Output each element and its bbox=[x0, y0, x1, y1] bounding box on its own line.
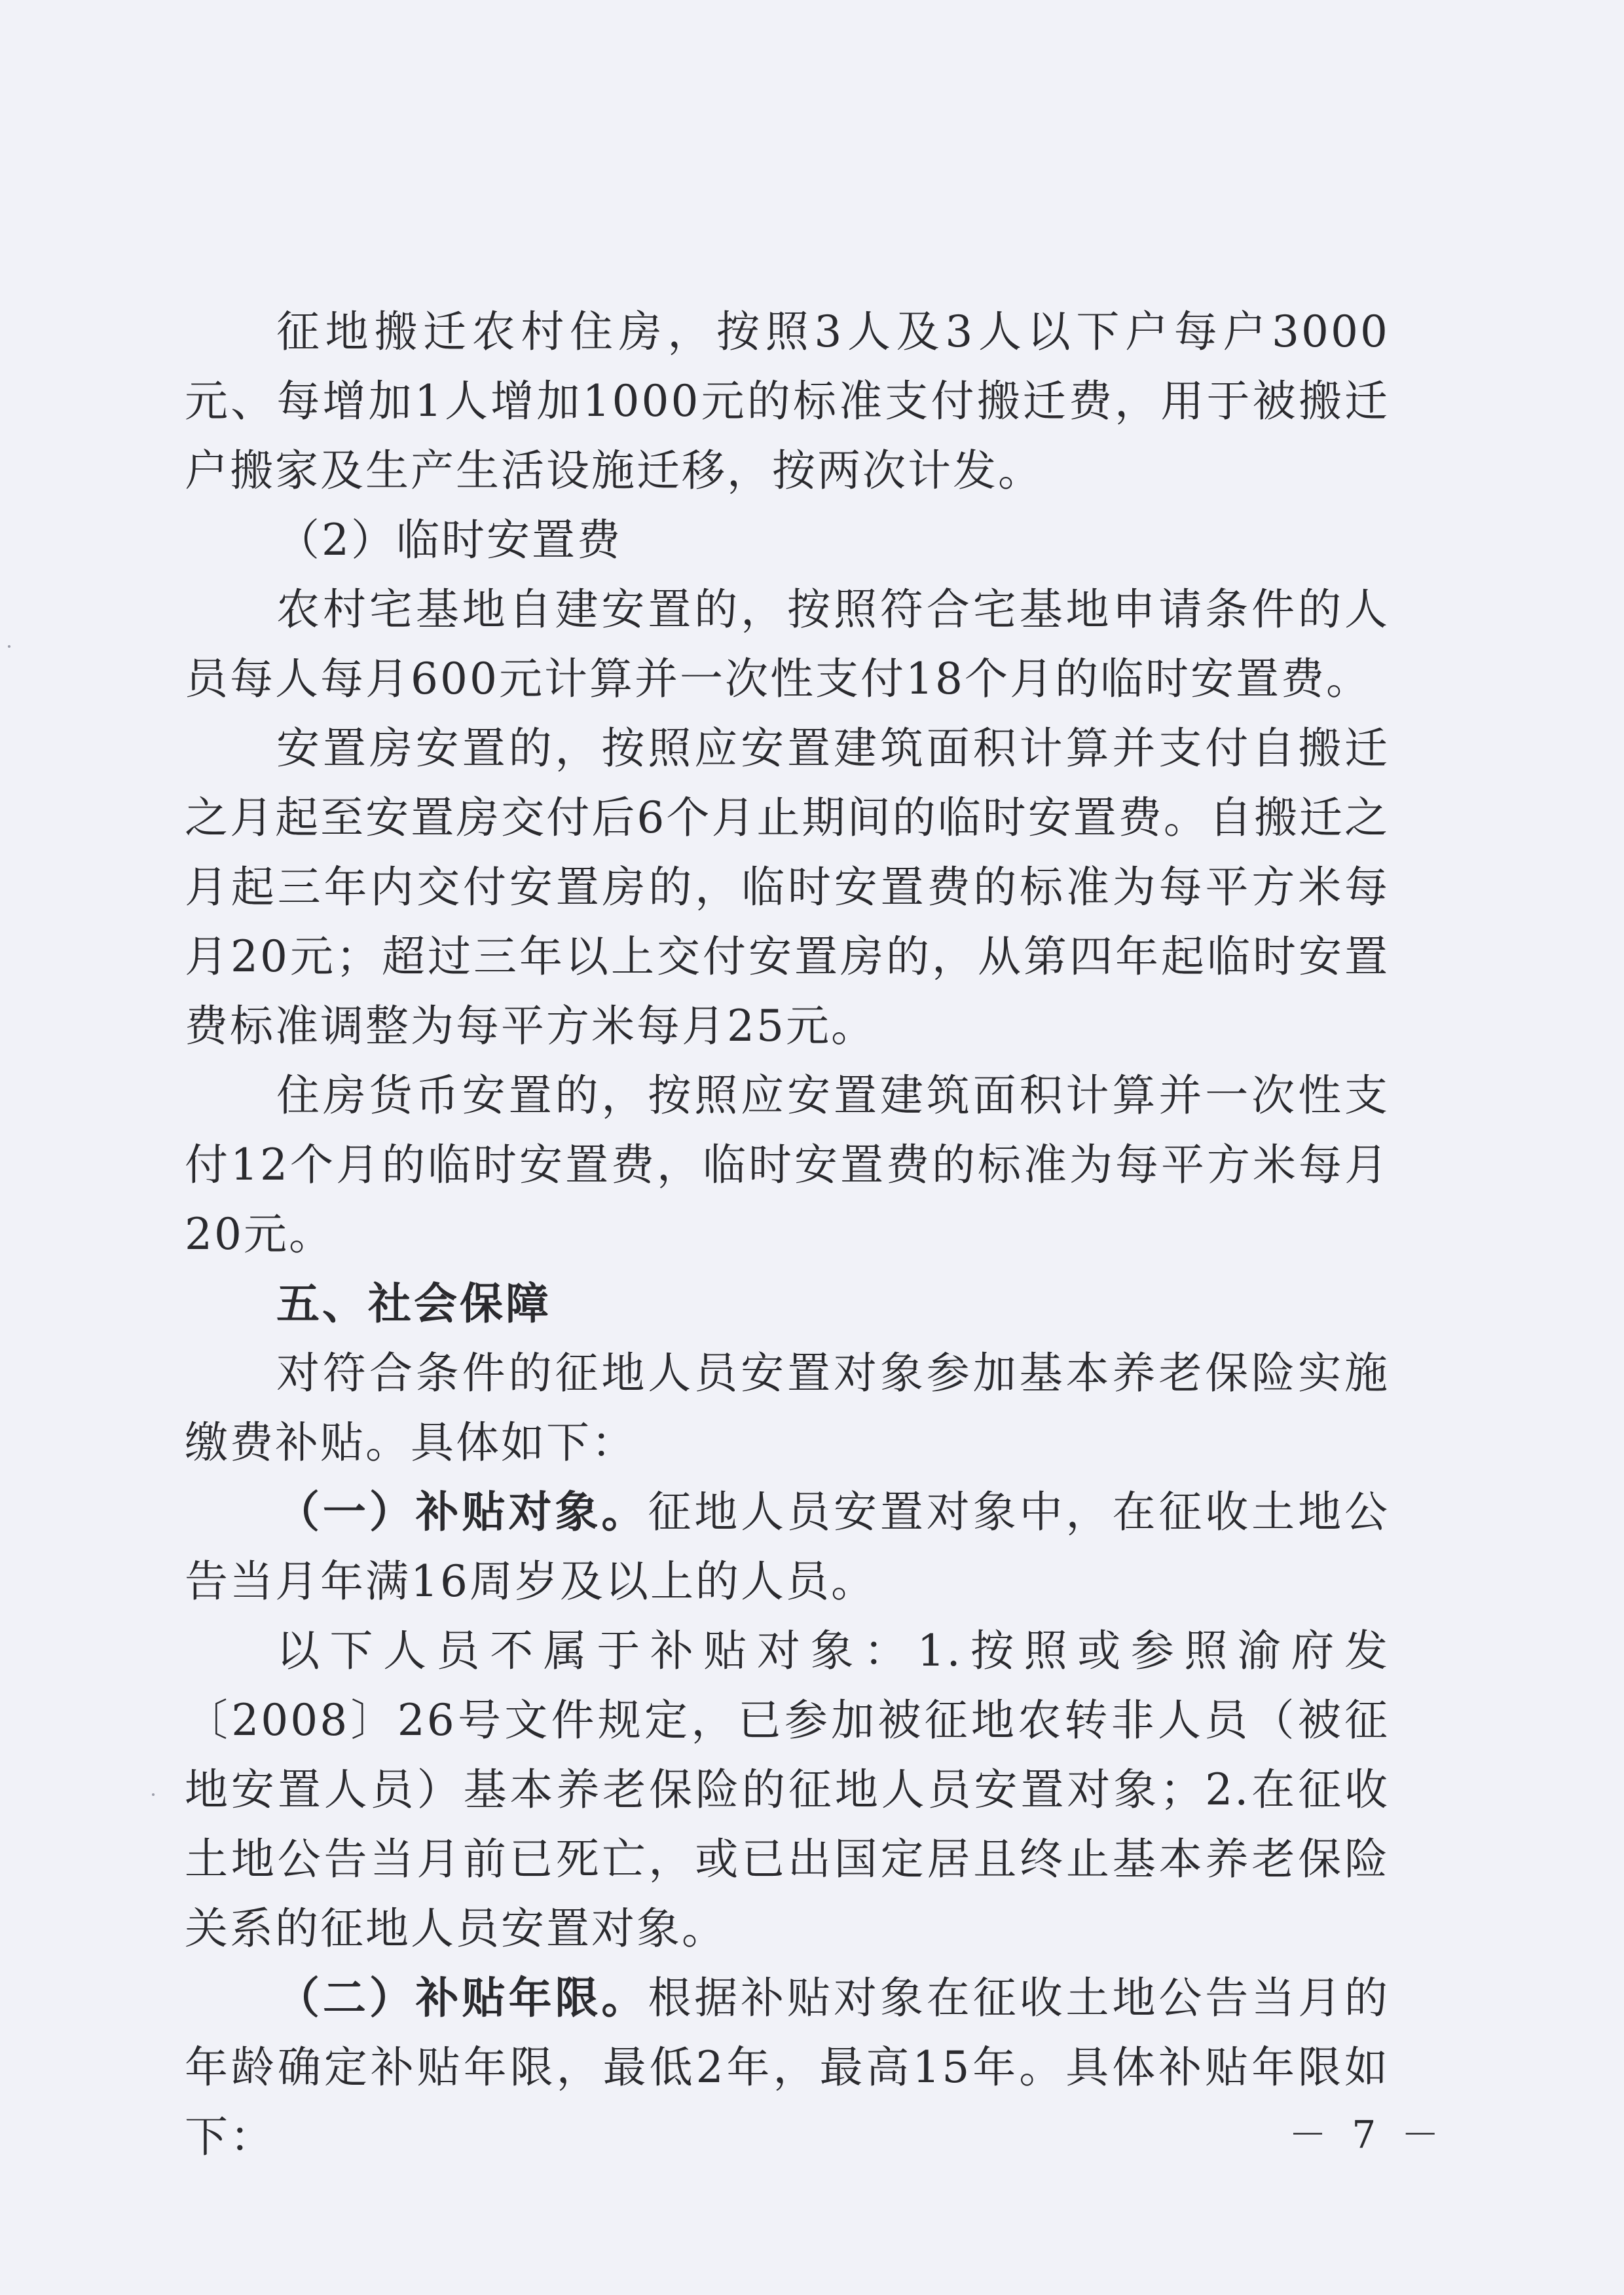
subheading-temporary-resettlement-fee: （2）临时安置费 bbox=[276, 515, 622, 565]
scan-speck bbox=[8, 645, 10, 648]
paragraph-subsidy-years bbox=[185, 1964, 1390, 2172]
clause-text-subsidy-years: 根据补贴对象在征收土地公告当月的年龄确定补贴年限，最低2年，最高15年。具体补贴年限如下： bbox=[185, 1973, 1390, 2162]
clause-lead-subsidy-years: （二）补贴年限。 bbox=[276, 1973, 648, 2023]
clause-text-subsidy-recipients: 征地人员安置对象中，在征收土地公告当月年满16周岁及以上的人员。 bbox=[185, 1487, 1390, 1607]
paragraph-relocation-fee: 征地搬迁农村住房，按照3人及3人以下户每户3000元、每增加1人增加1000元的标准支付搬迁费，用于被搬迁户搬家及生产生活设施迁移，按两次计发。 bbox=[185, 307, 1390, 496]
scan-speck bbox=[152, 1793, 155, 1796]
section-heading-social-security: 五、社会保障 bbox=[276, 1278, 551, 1329]
page-number: － 7 － bbox=[1289, 2112, 1446, 2157]
paragraph-subsidy-recipients bbox=[185, 1478, 1390, 1616]
paragraph-homestead-resettlement: 农村宅基地自建安置的，按照符合宅基地申请条件的人员每人每月600元计算并一次性支付18个月的临时安置费。 bbox=[185, 584, 1390, 704]
paragraph-resettlement-housing: 安置房安置的，按照应安置建筑面积计算并支付自搬迁之月起至安置房交付后6个月止期间的临时安置费。自搬迁之月起三年内交付安置房的，临时安置费的标准为每平方米每月20元；超过三年以上交付安置房的，从第四年起临时安置费标准调整为每平方米每月25元。 bbox=[185, 723, 1390, 1051]
paragraph-monetary-resettlement: 住房货币安置的，按照应安置建筑面积计算并一次性支付12个月的临时安置费，临时安置费的标准为每平方米每月20元。 bbox=[185, 1070, 1390, 1259]
paragraph-excluded-persons: 以下人员不属于补贴对象：1.按照或参照渝府发〔2008〕26号文件规定，已参加被征地农转非人员（被征地安置人员）基本养老保险的征地人员安置对象；2.在征收土地公告当月前已死亡，或已出国定居且终止基本养老保险关系的征地人员安置对象。 bbox=[185, 1626, 1390, 1954]
document-body bbox=[185, 297, 1390, 2172]
clause-lead-subsidy-recipients: （一）补贴对象。 bbox=[276, 1487, 648, 1537]
paragraph-pension-subsidy-intro: 对符合条件的征地人员安置对象参加基本养老保险实施缴费补贴。具体如下： bbox=[185, 1348, 1390, 1468]
